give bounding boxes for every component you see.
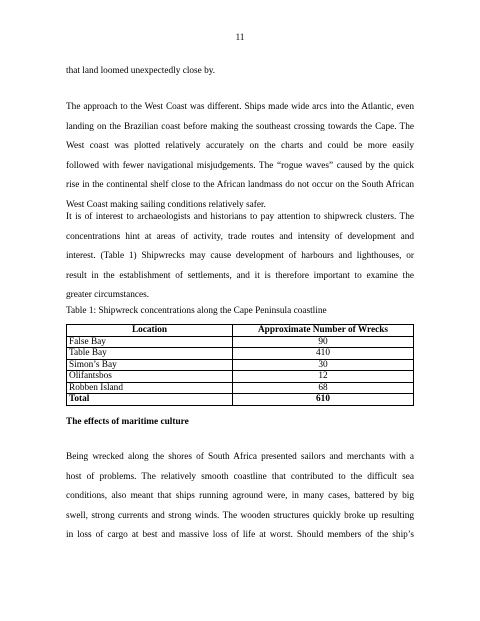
wrecks-cell: 30 [233, 359, 414, 371]
paragraph-line: West coast was plotted relatively accurately on the charts and could be more easily [66, 141, 414, 152]
wrecks-cell: 90 [233, 336, 414, 348]
total-value-cell: 610 [233, 394, 414, 406]
wrecks-cell: 410 [233, 348, 414, 360]
paragraph-line: rise in the continental shelf close to the African landmass do not occur on the South African [66, 180, 414, 191]
column-header-location: Location [67, 325, 233, 337]
table-header-row [67, 325, 414, 337]
paragraph-line: result in the establishment of settlements, and it is therefore important to examine the [66, 270, 414, 281]
paragraph-line: in loss of cargo at best and massive loss of life at worst. Should members of the ship’s [66, 530, 414, 541]
paragraph-shipwreck-clusters [66, 208, 414, 306]
total-label-cell: Total [67, 394, 233, 406]
paragraph-line: Being wrecked along the shores of South Africa presented sailors and merchants with a [66, 452, 414, 462]
location-cell: Olifantsbos [67, 371, 233, 383]
paragraph-line: The approach to the West Coast was different. Ships made wide arcs into the Atlantic, even [66, 102, 414, 112]
table-row [67, 382, 414, 394]
table-caption: Table 1: Shipwreck concentrations along the Cape Peninsula coastline [66, 306, 327, 316]
page-number: 11 [235, 32, 245, 42]
paragraph-line: greater circumstances. [66, 290, 150, 301]
paragraph-line: host of problems. The relatively smooth coastline that contributed to the difficult sea [66, 471, 414, 482]
paragraph-line: that land loomed unexpectedly close by. [66, 66, 216, 76]
paragraph-continuation [66, 62, 414, 82]
paragraph-line: landing on the Brazilian coast before making the southeast crossing towards the Cape. The [66, 121, 414, 132]
paragraph-line: followed with fewer navigational misjudgements. The “rogue waves” caused by the quick [66, 160, 414, 171]
paragraph-west-coast [66, 98, 414, 216]
section-heading: The effects of maritime culture [66, 417, 189, 427]
table-row [67, 359, 414, 371]
paragraph-line: swell, strong currents and strong winds. The wooden structures quickly broke up resulting [66, 510, 414, 521]
paragraph-line: West Coast making sailing conditions relatively safer. [66, 199, 266, 210]
paragraph-line: conditions, also meant that ships running aground were, in many cases, battered by big [66, 491, 414, 502]
table-row [67, 348, 414, 360]
location-cell: False Bay [67, 336, 233, 348]
paragraph-line: concentrations hint at areas of activity, trade routes and intensity of development and [66, 231, 414, 242]
location-cell: Robben Island [67, 382, 233, 394]
paragraph-line: It is of interest to archaeologists and historians to pay attention to shipwreck clusters. The [66, 212, 414, 222]
shipwreck-table [66, 324, 414, 406]
table-total-row [67, 394, 414, 406]
table-row [67, 371, 414, 383]
table-row [67, 336, 414, 348]
wrecks-cell: 68 [233, 382, 414, 394]
paragraph-line: interest. (Table 1) Shipwrecks may cause development of harbours and lighthouses, or [66, 251, 414, 262]
paragraph-maritime-culture [66, 448, 414, 546]
location-cell: Table Bay [67, 348, 233, 360]
location-cell: Simon’s Bay [67, 359, 233, 371]
wrecks-cell: 12 [233, 371, 414, 383]
column-header-wrecks: Approximate Number of Wrecks [233, 325, 414, 337]
